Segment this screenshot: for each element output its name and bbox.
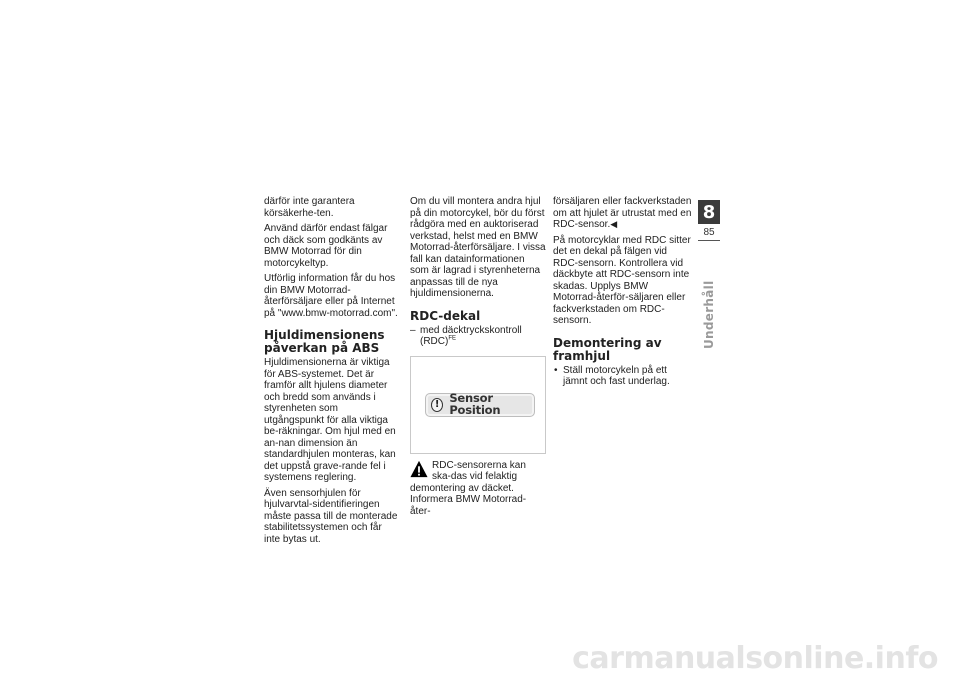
bullet-list-item [553,365,693,388]
dash-mark: – [410,324,416,336]
heading-remove-front-wheel: Demontering av framhjul [553,335,662,363]
column-1 [264,196,400,549]
col1-para-1: därför inte garantera körsäkerhe-ten. [264,196,355,219]
exclamation-circle-icon: ! [431,398,443,412]
heading-rdc-label: RDC-dekal [410,308,481,323]
sensor-position-text: Sensor Position [449,391,501,417]
page-number: 85 [703,227,715,238]
sensor-position-sticker [425,393,535,417]
heading-wheel-dimension-abs: Hjuldimensionens påverkan på ABS [264,328,385,355]
col1-para-3: Utförlig information får du hos din BMW Motorrad-återförsäljare eller på Internet på "www.bmw-motorrad.com". [264,273,398,319]
column-3 [553,196,693,392]
sensor-position-figure [410,356,546,454]
col1-para-2: Använd därför endast fälgar och däck som godkänts av BMW Motorrad för din motorcykeltyp. [264,223,388,269]
col3-para-1-text: försäljaren eller fackverkstaden om att hjulet är utrustat med en RDC-sensor. [553,196,692,230]
chapter-number: 8 [698,200,720,224]
dash-item-sup: FE [448,335,456,342]
chapter-title-vertical: Underhåll [702,280,716,349]
col2-para-2: Informera BMW Motorrad-åter- [410,494,527,517]
watermark-text: carmanualsonline.info [572,641,938,676]
dash-item-text: med däcktryckskontroll (RDC) [420,324,522,347]
side-divider [698,240,720,241]
col1-para-4: Hjuldimensionerna är viktiga för ABS-systemet. Det är framför allt hjulens diameter och bredd som används i styrenheten som utgångspunkt för alla viktiga be-räkningar. Om hjul med en an-nan dimension än standardhjulen monteras, kan det uppstå grave-rande fel i systemens reglering. [264,357,396,483]
col3-para-2: På motorcyklar med RDC sitter det en dekal på fälgen vid RDC-sensorn. Kontrollera vid däckbyte att RDC-sensorn inte skadas. Upplys BMW Motorrad-återför-säljaren eller fackverkstaden om RDC-sensorn. [553,234,691,326]
warning-block [410,460,546,495]
warning-text: RDC-sensorerna kan ska-das vid felaktig demontering av däcket. [410,459,526,494]
col2-para-1: Om du vill montera andra hjul på din motorcykel, bör du först rådgöra med en auktoriserad verkstad, helst med en BMW Motorrad-återförsäljare. I vissa fall kan datainformationen som är lagrad i styrenheterna anpassas till de nya hjuldimensionerna. [410,196,546,299]
dash-list-item [410,325,546,348]
warning-triangle-icon [410,460,428,478]
column-2 [410,196,546,521]
bullet-mark: • [554,364,558,376]
end-mark-icon: ◀ [610,219,618,229]
col1-para-5: Även sensorhjulen för hjulvarvtal-sidentifieringen måste passa till de monterade stabilitetssystemen och får inte bytas ut. [264,487,398,545]
col3-para-1 [553,196,693,231]
bullet-item-text: Ställ motorcykeln på ett jämnt och fast underlag. [563,364,670,387]
